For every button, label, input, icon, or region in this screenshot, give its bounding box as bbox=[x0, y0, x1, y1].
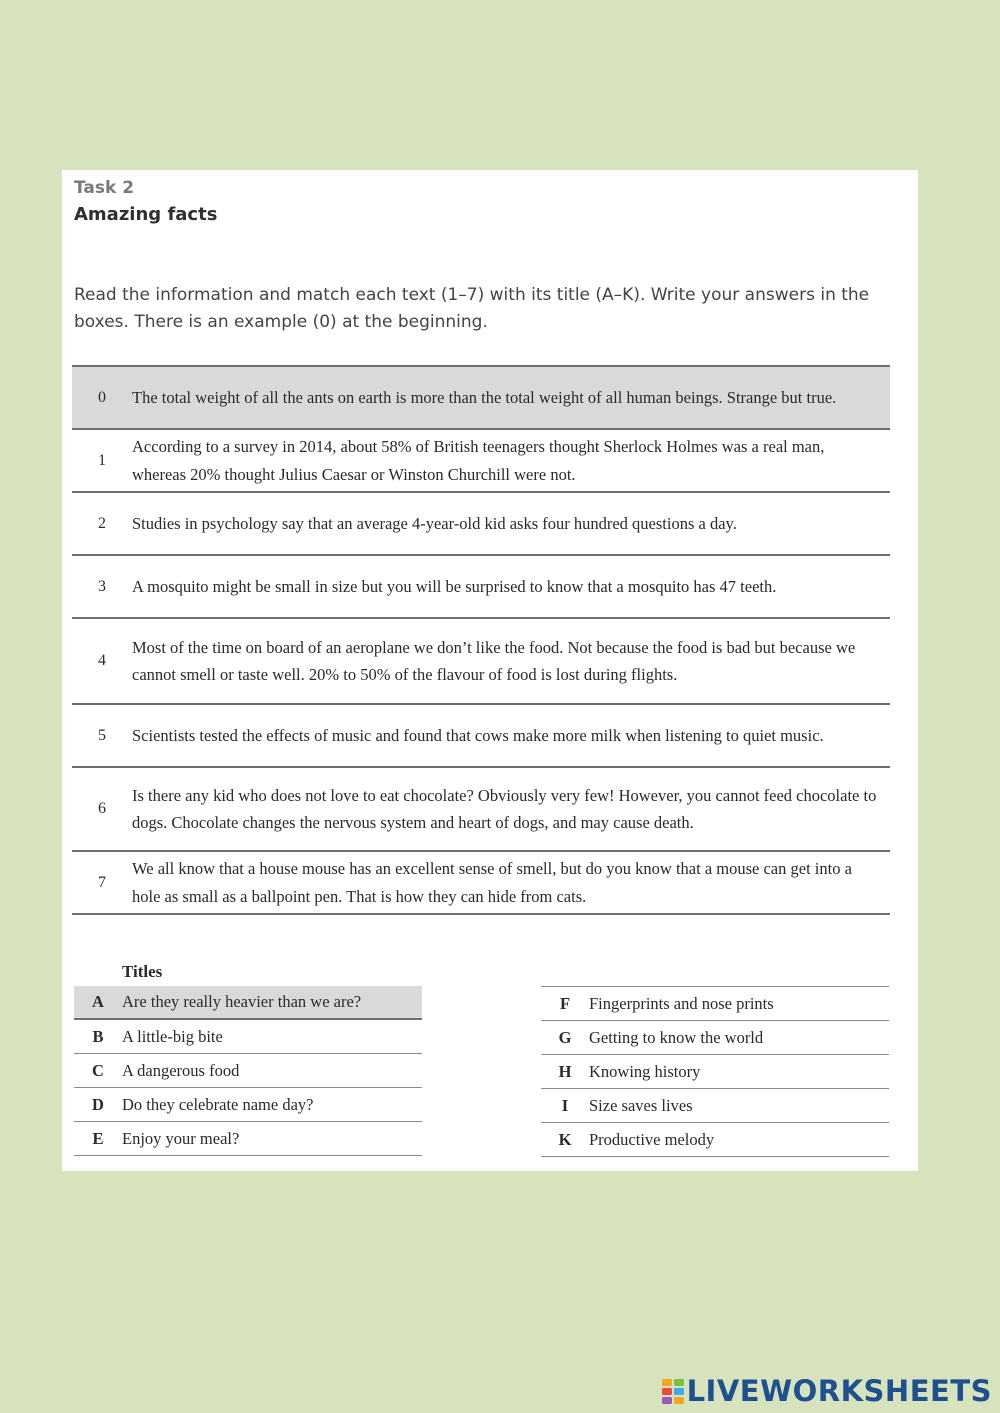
fact-row-5 bbox=[72, 705, 890, 768]
title-text: A dangerous food bbox=[122, 1060, 240, 1080]
fact-number: 1 bbox=[98, 451, 106, 469]
fact-text: The total weight of all the ants on earth is more than the total weight of all human beings. Strange but true. bbox=[132, 387, 837, 407]
title-letter: A bbox=[92, 992, 104, 1011]
fact-text: Scientists tested the effects of music and found that cows make more milk when listening to quiet music. bbox=[132, 725, 824, 745]
title-letter: I bbox=[561, 1095, 569, 1115]
liveworksheets-brand[interactable] bbox=[661, 1374, 992, 1408]
title-row-g bbox=[541, 1021, 889, 1055]
title-text: Productive melody bbox=[589, 1129, 715, 1149]
title-letter: G bbox=[558, 1027, 572, 1047]
fact-row-2 bbox=[72, 493, 890, 556]
title-letter: D bbox=[92, 1094, 104, 1114]
task-label: Task 2 bbox=[74, 178, 135, 198]
title-row-f bbox=[541, 987, 889, 1021]
fact-row-4 bbox=[72, 619, 890, 705]
liveworksheets-logo-icon bbox=[661, 1377, 685, 1405]
fact-number: 5 bbox=[98, 726, 106, 744]
fact-number: 2 bbox=[98, 514, 106, 532]
fact-row-3 bbox=[72, 556, 890, 619]
fact-number: 6 bbox=[98, 800, 106, 817]
title-text: Size saves lives bbox=[589, 1095, 693, 1115]
facts-table bbox=[72, 365, 890, 915]
fact-text: A mosquito might be small in size but you will be surprised to know that a mosquito has 47 teeth. bbox=[132, 576, 777, 596]
fact-text: According to a survey in 2014, about 58% of British teenagers thought Sherlock Holmes was a real man, whereas 20% thought Julius Caesar or Winston Churchill were not. bbox=[132, 437, 825, 484]
fact-row-1 bbox=[72, 430, 890, 493]
fact-text: Is there any kid who does not love to eat chocolate? Obviously very few! However, you cannot feed chocolate to dogs. Chocolate changes the nervous system and heart of dogs, and may cause death. bbox=[132, 785, 877, 832]
fact-number: 4 bbox=[98, 652, 106, 669]
title-text: Are they really heavier than we are? bbox=[122, 992, 362, 1011]
title-row-d bbox=[74, 1088, 422, 1122]
titles-list-right bbox=[541, 986, 889, 1157]
title-text: Fingerprints and nose prints bbox=[589, 993, 774, 1013]
title-row-h bbox=[541, 1055, 889, 1089]
title-letter: E bbox=[92, 1128, 104, 1148]
fact-number: 3 bbox=[98, 577, 106, 595]
fact-row-7 bbox=[72, 852, 890, 915]
title-text: Knowing history bbox=[589, 1061, 701, 1081]
title-letter: H bbox=[558, 1061, 572, 1081]
fact-row-6 bbox=[72, 768, 890, 852]
titles-list-left bbox=[74, 986, 422, 1156]
title-row-e bbox=[74, 1122, 422, 1156]
fact-number: 0 bbox=[98, 388, 106, 406]
fact-row-0 bbox=[72, 367, 890, 430]
worksheet-page bbox=[62, 170, 918, 1171]
title-letter: K bbox=[558, 1129, 572, 1149]
title-text: Do they celebrate name day? bbox=[122, 1094, 314, 1114]
title-letter: C bbox=[92, 1060, 104, 1080]
title-text: Getting to know the world bbox=[589, 1027, 764, 1047]
title-text: A little-big bite bbox=[122, 1026, 223, 1046]
title-letter: F bbox=[559, 993, 571, 1013]
fact-text: We all know that a house mouse has an excellent sense of smell, but do you know that a mouse can get into a hole as small as a ballpoint pen. That is how they can hide from cats. bbox=[132, 859, 852, 906]
fact-number: 7 bbox=[98, 873, 106, 891]
titles-heading: Titles bbox=[122, 962, 163, 981]
title-row-c bbox=[74, 1054, 422, 1088]
brand-name: LIVEWORKSHEETS bbox=[686, 1374, 992, 1408]
title-row-a bbox=[74, 986, 422, 1020]
title-letter: B bbox=[92, 1026, 104, 1046]
fact-text: Studies in psychology say that an average 4-year-old kid asks four hundred questions a day. bbox=[132, 513, 737, 533]
fact-text: Most of the time on board of an aeroplane we don’t like the food. Not because the food is bad but because we cannot smell or taste well. 20% to 50% of the flavour of food is lost during flights. bbox=[132, 637, 856, 684]
title-row-k bbox=[541, 1123, 889, 1157]
title-row-i bbox=[541, 1089, 889, 1123]
title-text: Enjoy your meal? bbox=[122, 1128, 240, 1148]
title-row-b bbox=[74, 1020, 422, 1054]
task-title: Amazing facts bbox=[74, 204, 218, 225]
instructions-text: Read the information and match each text (1–7) with its title (A–K). Write your answers in the boxes. There is an example (0) at the beginning. bbox=[74, 285, 870, 332]
